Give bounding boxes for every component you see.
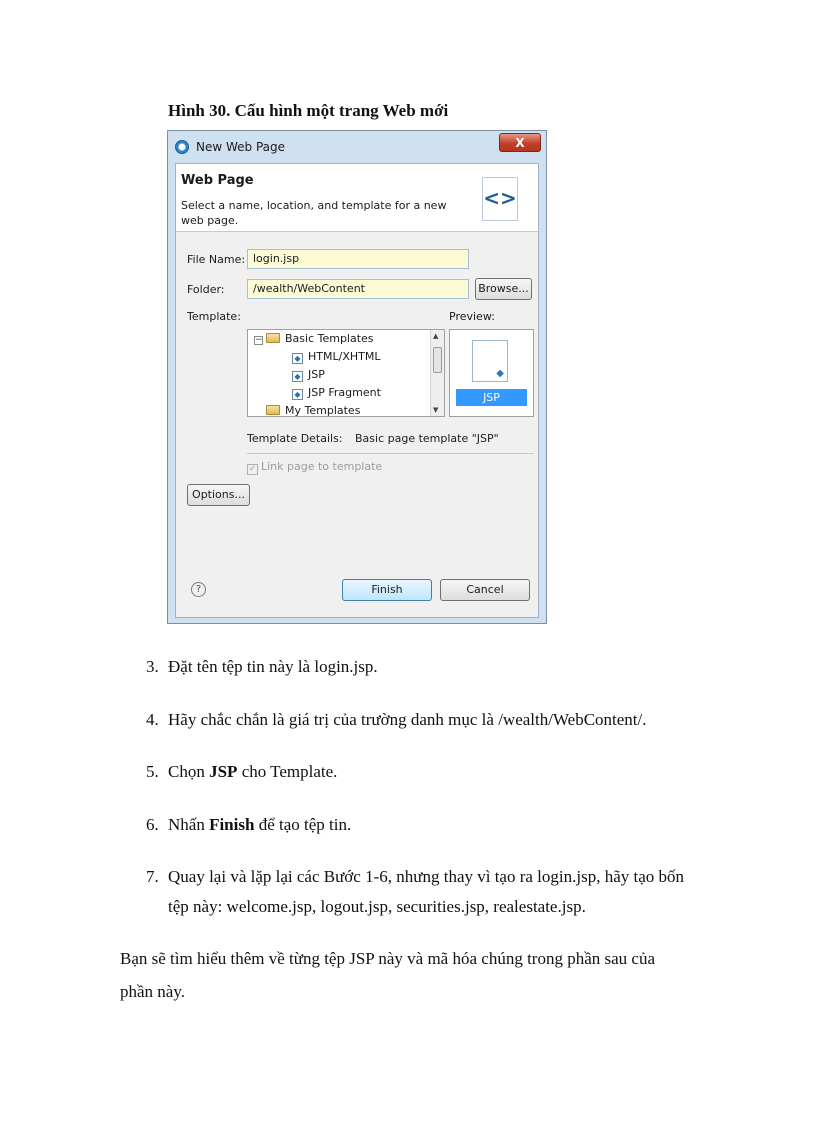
tree-item-jsp[interactable]: ◆ JSP: [292, 366, 325, 384]
template-details-value: Basic page template "JSP": [355, 432, 499, 445]
dialog-body: [175, 163, 539, 618]
tree-item-jsp-fragment[interactable]: ◆ JSP Fragment: [292, 384, 381, 402]
preview-template-name: JSP: [456, 389, 527, 406]
page-preview-icon: ◆: [472, 340, 508, 382]
browse-button[interactable]: Browse...: [475, 278, 532, 300]
wizard-banner: [176, 164, 538, 232]
folder-input[interactable]: /wealth/WebContent: [247, 279, 469, 299]
tree-root-my-templates[interactable]: My Templates: [266, 402, 360, 417]
dialog-titlebar: [168, 131, 546, 163]
file-name-label: File Name:: [187, 253, 246, 266]
collapse-icon[interactable]: −: [255, 335, 263, 345]
cancel-button[interactable]: Cancel: [440, 579, 530, 601]
figure-caption: Hình 30. Cấu hình một trang Web mới: [168, 101, 449, 120]
template-file-icon: ◆: [292, 389, 303, 400]
folder-icon: [266, 333, 280, 343]
options-button[interactable]: Options...: [187, 484, 250, 506]
paragraph-line-1: Bạn sẽ tìm hiểu thêm về từng tệp JSP này và mã hóa chúng trong phần sau của: [120, 949, 656, 968]
template-details-label: Template Details:: [247, 432, 343, 445]
scroll-thumb[interactable]: [433, 347, 442, 373]
paragraph-line-2: phần này.: [120, 982, 185, 1001]
close-button[interactable]: X: [499, 133, 541, 152]
template-file-icon: ◆: [292, 353, 303, 364]
scroll-up-icon[interactable]: ▲: [433, 332, 439, 340]
template-file-icon: ◆: [292, 371, 303, 382]
scroll-down-icon[interactable]: ▼: [433, 406, 439, 414]
folder-label: Folder:: [187, 283, 225, 296]
web-page-icon: <>: [482, 177, 518, 221]
finish-button[interactable]: Finish: [342, 579, 432, 601]
folder-icon: [266, 405, 280, 415]
divider: [247, 453, 534, 454]
tree-root-basic[interactable]: − Basic Templates: [255, 332, 374, 345]
window-title: New Web Page: [196, 140, 286, 154]
banner-description: Select a name, location, and template for a new web page.: [181, 199, 447, 227]
template-preview: [449, 329, 534, 417]
template-tree[interactable]: [247, 329, 445, 417]
app-icon: [175, 140, 189, 154]
preview-label: Preview:: [449, 310, 495, 323]
link-page-checkbox: ✓ Link page to template: [248, 460, 383, 474]
tree-scrollbar[interactable]: [430, 330, 444, 416]
help-icon[interactable]: ?: [191, 582, 206, 597]
checkbox-icon: ✓: [248, 464, 257, 474]
file-name-input[interactable]: login.jsp: [247, 249, 469, 269]
tree-item-html[interactable]: ◆ HTML/XHTML: [292, 348, 380, 366]
banner-title: Web Page: [181, 173, 254, 188]
template-label: Template:: [187, 310, 241, 323]
new-web-page-dialog: [167, 130, 547, 624]
